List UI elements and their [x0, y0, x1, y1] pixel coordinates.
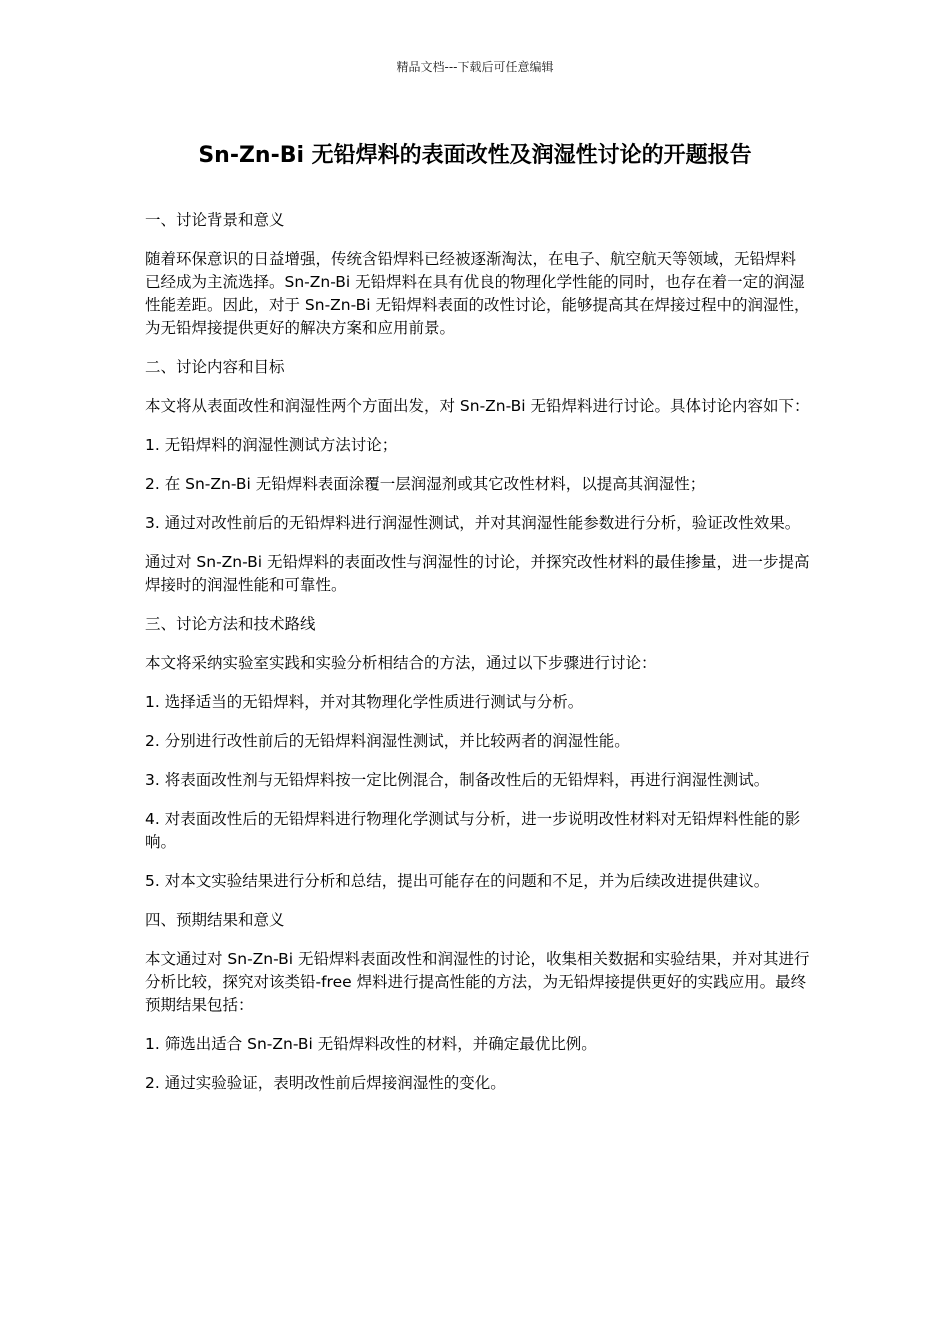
list-item: 4. 对表面改性后的无铅焊料进行物理化学测试与分析，进一步说明改性材料对无铅焊料性能的影响。: [145, 810, 801, 851]
list-item: 2. 在 Sn-Zn-Bi 无铅焊料表面涂覆一层润湿剂或其它改性材料，以提高其润湿性；: [145, 475, 706, 493]
section-heading-method: 三、讨论方法和技术路线: [145, 615, 316, 633]
paragraph: 随着环保意识的日益增强，传统含铅焊料已经被逐渐淘汰，在电子、航空航天等领域，无铅焊料已经成为主流选择。Sn-Zn-Bi 无铅焊料在具有优良的物理化学性能的同时，也存在着一定的润湿性能差距。因此，对于 Sn-Zn-Bi 无铅焊料表面的改性讨论，能够提高其在焊接过程中的润湿性，为无铅焊接提供更好的解决方案和应用前景。: [145, 250, 810, 337]
list-item: 2. 通过实验验证，表明改性前后焊接润湿性的变化。: [145, 1074, 506, 1092]
list-item: 1. 筛选出适合 Sn-Zn-Bi 无铅焊料改性的材料，并确定最优比例。: [145, 1035, 597, 1053]
paragraph: 通过对 Sn-Zn-Bi 无铅焊料的表面改性与润湿性的讨论，并探究改性材料的最佳掺量，进一步提高焊接时的润湿性能和可靠性。: [145, 553, 810, 594]
list-item: 1. 无铅焊料的润湿性测试方法讨论；: [145, 436, 398, 454]
list-item: 1. 选择适当的无铅焊料，并对其物理化学性质进行测试与分析。: [145, 693, 584, 711]
list-item: 2. 分别进行改性前后的无铅焊料润湿性测试，并比较两者的润湿性能。: [145, 732, 630, 750]
page-header: 精品文档---下载后可任意编辑: [396, 60, 554, 74]
paragraph: 本文将采纳实验室实践和实验分析相结合的方法，通过以下步骤进行讨论：: [145, 654, 657, 672]
section-heading-results: 四、预期结果和意义: [145, 911, 285, 929]
list-item: 3. 将表面改性剂与无铅焊料按一定比例混合，制备改性后的无铅焊料，再进行润湿性测试。: [145, 771, 770, 789]
document-body: [145, 209, 810, 1111]
section-heading-background: 一、讨论背景和意义: [145, 211, 285, 229]
paragraph: 本文通过对 Sn-Zn-Bi 无铅焊料表面改性和润湿性的讨论，收集相关数据和实验结果，并对其进行分析比较，探究对该类铅-free 焊料进行提高性能的方法，为无铅焊接提供更好的实践应用。最终预期结果包括：: [145, 950, 810, 1014]
list-item: 5. 对本文实验结果进行分析和总结，提出可能存在的问题和不足，并为后续改进提供建议。: [145, 872, 770, 890]
list-item: 3. 通过对改性前后的无铅焊料进行润湿性测试，并对其润湿性能参数进行分析，验证改性效果。: [145, 514, 801, 532]
section-heading-content: 二、讨论内容和目标: [145, 358, 285, 376]
document-title: Sn-Zn-Bi 无铅焊料的表面改性及润湿性讨论的开题报告: [198, 143, 752, 168]
paragraph: 本文将从表面改性和润湿性两个方面出发，对 Sn-Zn-Bi 无铅焊料进行讨论。具体讨论内容如下：: [145, 397, 810, 415]
